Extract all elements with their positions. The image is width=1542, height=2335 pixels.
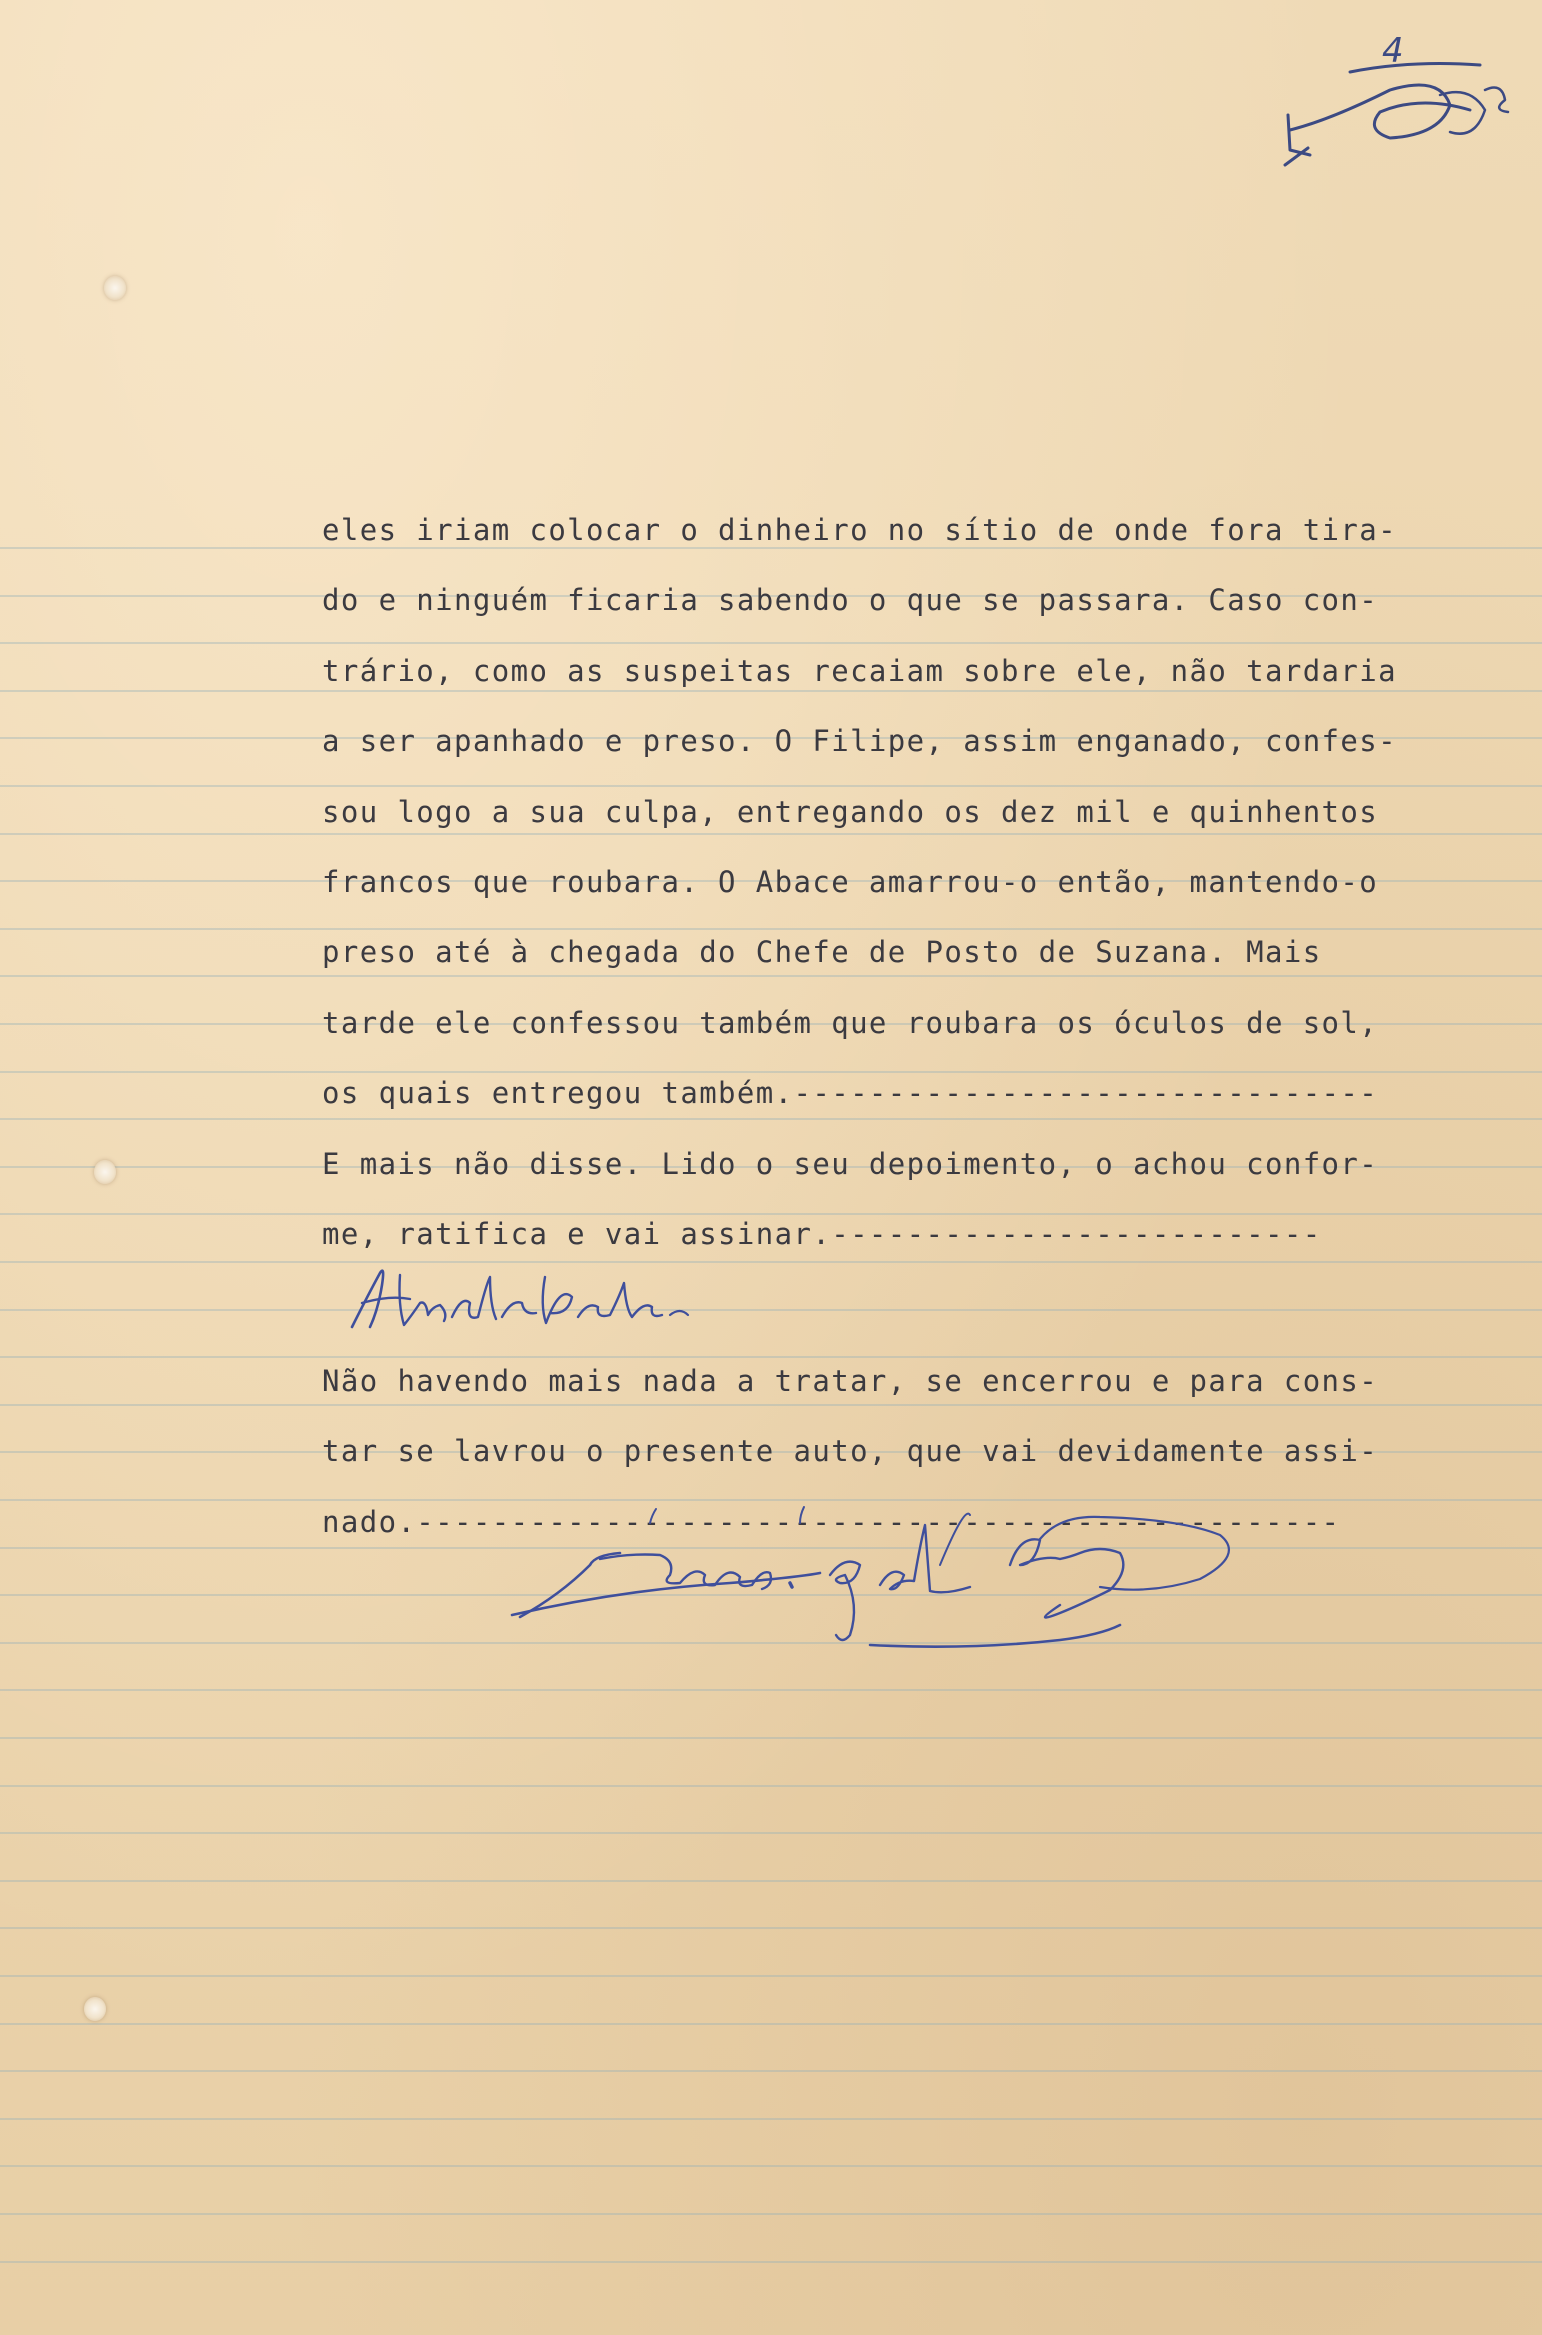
official-signature (500, 1495, 1240, 1665)
ruled-line (0, 1927, 1542, 1929)
body-line: a ser apanhado e preso. O Filipe, assim enganado, confes- (322, 724, 1397, 759)
ruled-line (0, 785, 1542, 787)
ruled-line (0, 1880, 1542, 1882)
closing-line: tar se lavrou o presente auto, que vai devidamente assi- (322, 1434, 1379, 1469)
page-number: 4 (1382, 31, 1404, 71)
closing-line: Não havendo mais nada a tratar, se encerrou e para cons- (322, 1364, 1379, 1398)
ruled-line (0, 1118, 1542, 1120)
punch-hole-bottom (84, 1997, 106, 2021)
ruled-line (0, 2023, 1542, 2025)
ruled-line (0, 2118, 1542, 2120)
body-line: me, ratifica e vai assinar.-------------------------- (322, 1217, 1322, 1251)
ruled-line (0, 928, 1542, 930)
body-line: tarde ele confessou também que roubara os óculos de sol, (322, 1005, 1379, 1040)
ruled-line (0, 1785, 1542, 1787)
body-line: francos que roubara. O Abace amarrou-o então, mantendo-o (322, 865, 1379, 899)
ruled-line (0, 1832, 1542, 1834)
body-line: preso até à chegada do Chefe de Posto de Suzana. Mais (322, 935, 1322, 970)
ruled-line (0, 547, 1542, 549)
ruled-line (0, 1404, 1542, 1406)
ruled-line (0, 1737, 1542, 1739)
ruled-line (0, 1309, 1542, 1311)
ruled-line (0, 1356, 1542, 1358)
ruled-line (0, 642, 1542, 644)
ruled-line (0, 2070, 1542, 2072)
body-line: do e ninguém ficaria sabendo o que se passara. Caso con- (322, 583, 1379, 618)
ruled-line (0, 975, 1542, 977)
body-line: os quais entregou também.------------------------------- (322, 1076, 1379, 1111)
page-number-annotation (1270, 20, 1530, 180)
ruled-line (0, 2213, 1542, 2215)
ruled-line (0, 1213, 1542, 1215)
witness-signature (340, 1255, 700, 1345)
ruled-line (0, 690, 1542, 692)
body-line: trário, como as suspeitas recaiam sobre ele, não tardaria (322, 653, 1397, 688)
ruled-line (0, 2165, 1542, 2167)
closing-line: nado.------------------------------------------------- (322, 1504, 1341, 1539)
body-line: sou logo a sua culpa, entregando os dez mil e quinhentos (322, 794, 1379, 829)
body-line: eles iriam colocar o dinheiro no sítio de onde fora tira- (322, 513, 1397, 547)
ruled-line (0, 2261, 1542, 2263)
ruled-line (0, 1975, 1542, 1977)
ruled-line (0, 1071, 1542, 1073)
punch-hole-middle (94, 1160, 116, 1184)
punch-hole-top (104, 276, 126, 300)
body-line: E mais não disse. Lido o seu depoimento, o achou confor- (322, 1146, 1379, 1181)
ruled-line (0, 833, 1542, 835)
ruled-line (0, 1689, 1542, 1691)
ruled-line (0, 1261, 1542, 1263)
